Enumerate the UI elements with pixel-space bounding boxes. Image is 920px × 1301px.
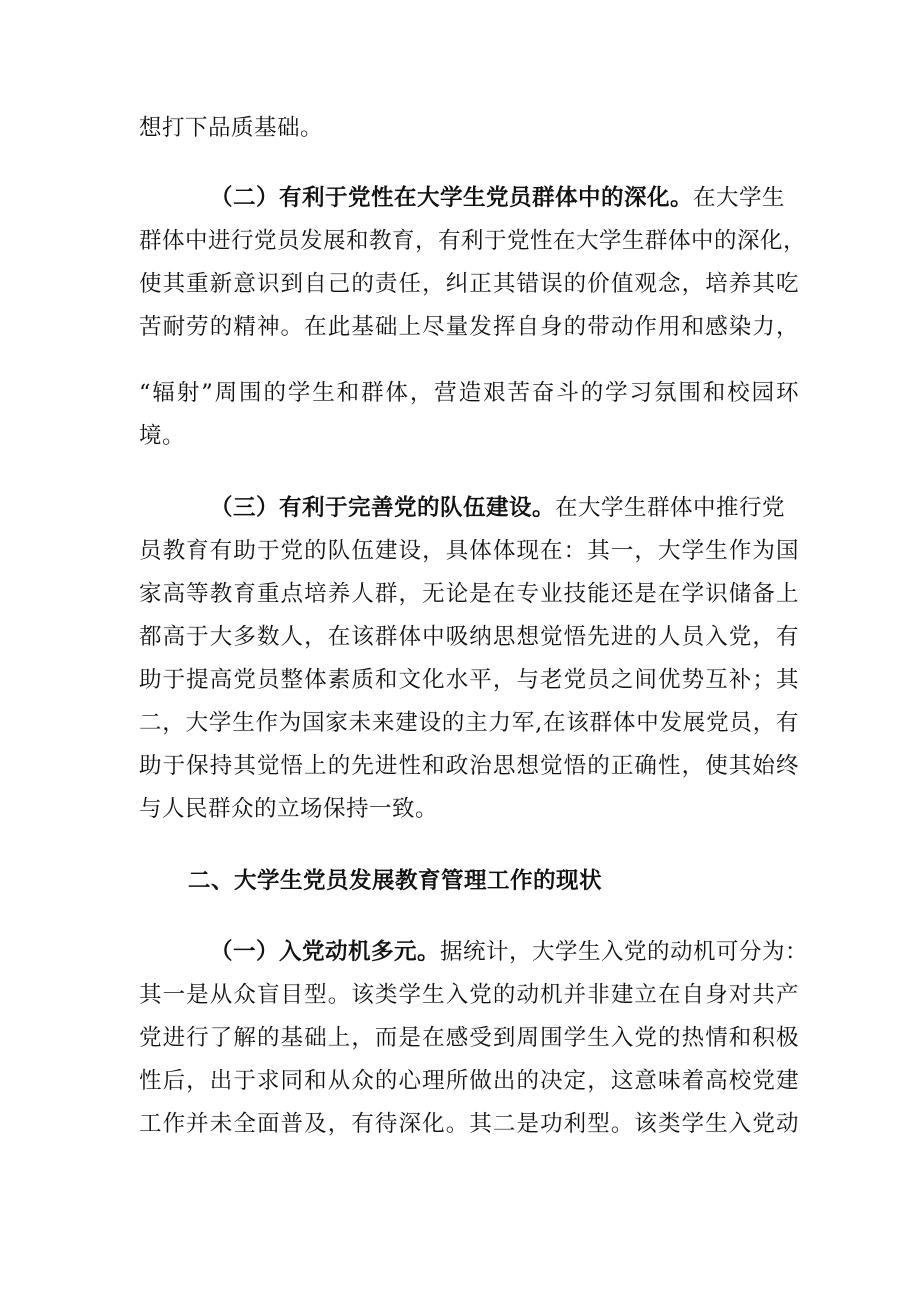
paragraph-line: 家高等教育重点培养人群，无论是在专业技能还是在学识储备上 [139, 581, 799, 607]
paragraph-line: 其一是从众盲目型。该类学生入党的动机并非建立在自身对共产 [139, 982, 799, 1008]
paragraph-line: 群体中进行党员发展和教育，有利于党性在大学生群体中的深化， [139, 228, 807, 254]
paragraph-text: 据统计，大学生入党的动机可分为： [440, 939, 809, 965]
paragraph-line: 境。 [139, 423, 186, 449]
paragraph-line: 助于提高党员整体素质和文化水平，与老党员之间优势互补；其 [139, 667, 799, 693]
section-title: 二、大学生党员发展教育管理工作的现状 [188, 868, 603, 894]
paragraph-heading: （二）有利于党性在大学生党员群体中的深化。 [210, 185, 694, 211]
paragraph-line [210, 493, 799, 523]
paragraph-line: 性后，出于求同和从众的心理所做出的决定，这意味着高校党建 [139, 1068, 799, 1094]
paragraph-line: 工作并未全面普及，有待深化。其二是功利型。该类学生入党动 [139, 1111, 799, 1137]
paragraph-text: 在大学生 [693, 185, 786, 211]
paragraph-line: 想打下品质基础。 [139, 115, 324, 141]
paragraph-line: 助于保持其觉悟上的先进性和政治思想觉悟的正确性，使其始终 [139, 753, 799, 779]
paragraph-heading: （一）入党动机多元。 [210, 939, 441, 965]
paragraph-line: 与人民群众的立场保持一致。 [139, 796, 439, 822]
paragraph-line: 党进行了解的基础上，而是在感受到周围学生入党的热情和积极 [139, 1025, 799, 1051]
paragraph-line: 使其重新意识到自己的责任，纠正其错误的价值观念，培养其吃 [139, 271, 799, 297]
paragraph-line [210, 937, 809, 967]
paragraph-line: 二，大学生作为国家未来建设的主力军,在该群体中发展党员，有 [139, 710, 799, 736]
paragraph-line: 苦耐劳的精神。在此基础上尽量发挥自身的带动作用和感染力， [139, 314, 799, 340]
paragraph-text: 在大学生群体中推行党 [555, 495, 786, 521]
paragraph-heading: （三）有利于完善党的队伍建设。 [210, 495, 556, 521]
paragraph-line: “辐射”周围的学生和群体，营造艰苦奋斗的学习氛围和校园环 [139, 380, 799, 406]
paragraph-line: 员教育有助于党的队伍建设，具体体现在：其一，大学生作为国 [139, 538, 799, 564]
paragraph-line [210, 183, 799, 213]
paragraph-line: 都高于大多数人，在该群体中吸纳思想觉悟先进的人员入党，有 [139, 624, 799, 650]
